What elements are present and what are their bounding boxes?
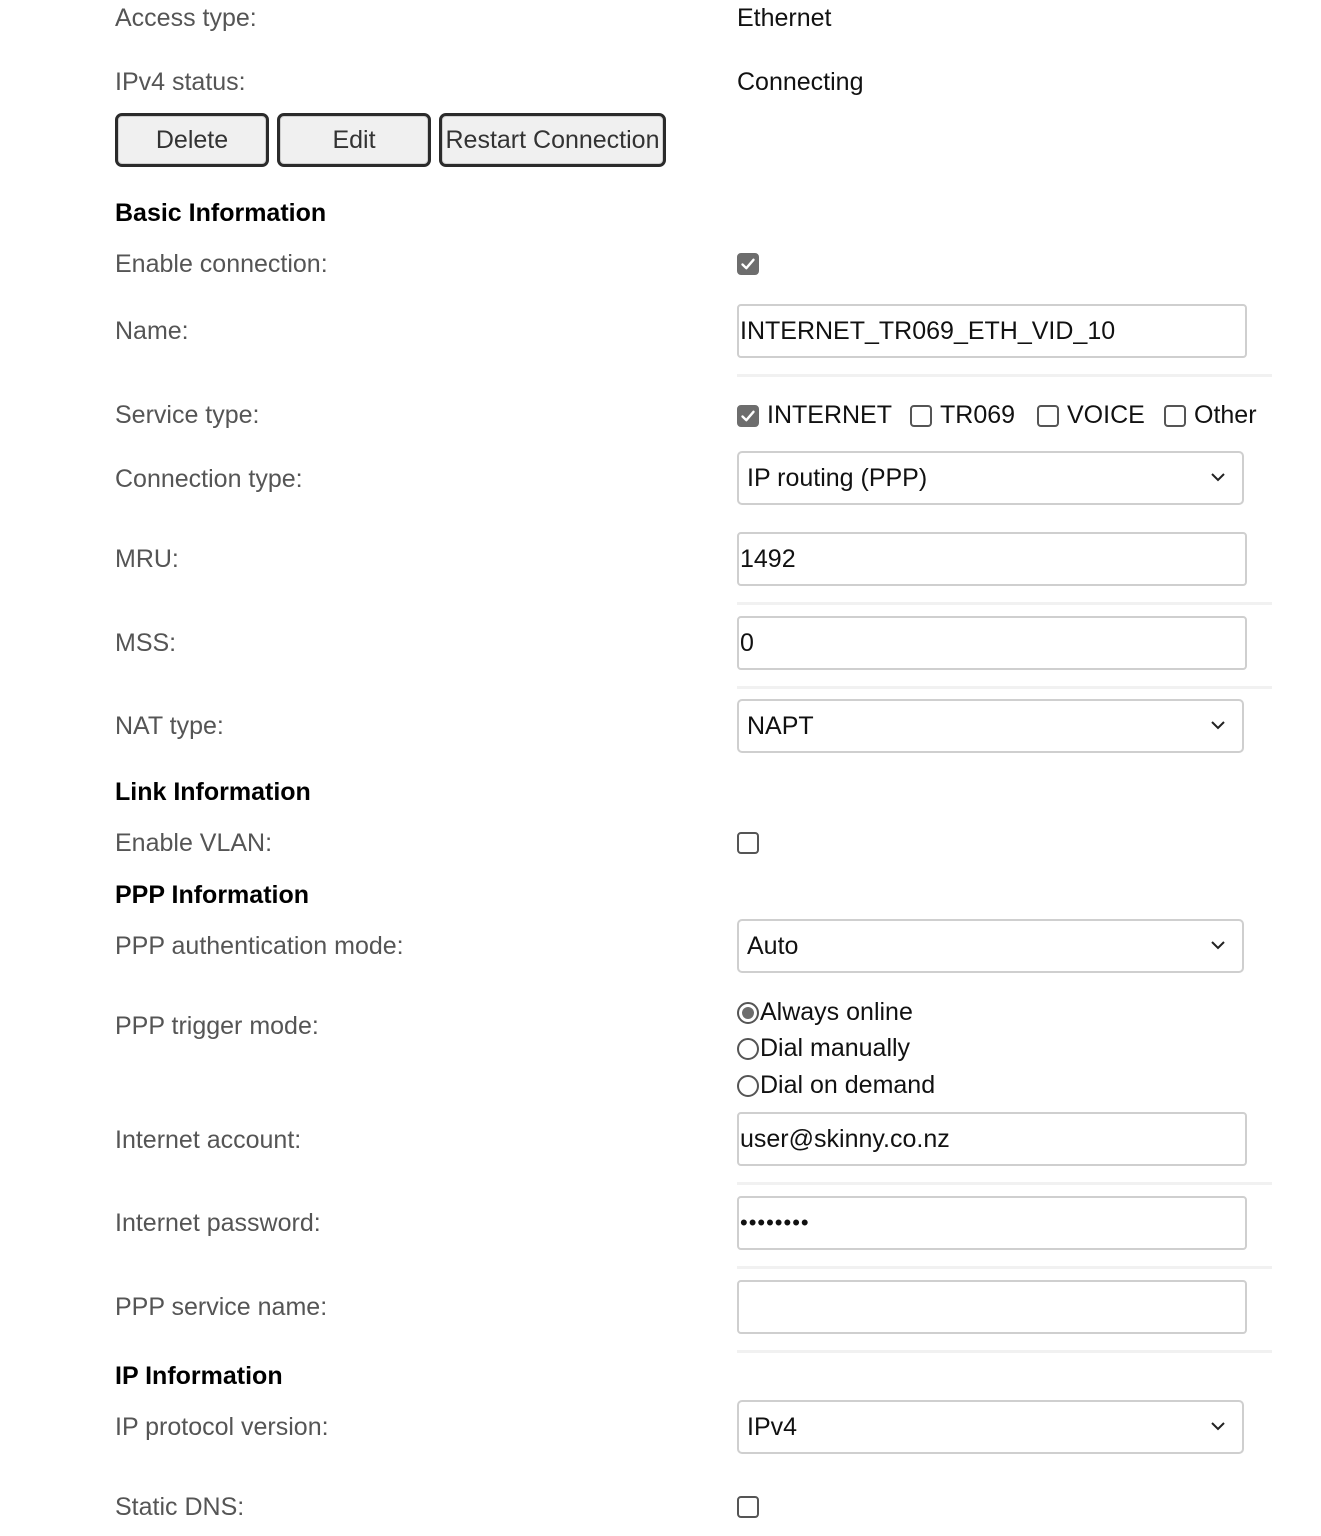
ppp-service-name-label: PPP service name: xyxy=(115,1293,328,1321)
connection-type-label: Connection type: xyxy=(115,465,303,493)
trigger-dial-manually-label: Dial manually xyxy=(760,1034,911,1062)
trigger-always-online-label: Always online xyxy=(760,998,913,1026)
service-type-internet-checkbox[interactable] xyxy=(737,405,759,427)
internet-password-input[interactable] xyxy=(737,1196,1247,1250)
link-information-heading: Link Information xyxy=(115,778,311,806)
internet-account-label: Internet account: xyxy=(115,1126,302,1154)
ppp-trigger-mode-label: PPP trigger mode: xyxy=(115,1012,319,1040)
internet-account-input[interactable] xyxy=(737,1112,1247,1166)
ip-protocol-version-value: IPv4 xyxy=(747,1412,798,1441)
service-type-label: Service type: xyxy=(115,401,260,429)
trigger-dial-on-demand-label: Dial on demand xyxy=(760,1071,936,1099)
chevron-down-icon xyxy=(1210,937,1226,953)
chevron-down-icon xyxy=(1210,1418,1226,1434)
static-dns-checkbox[interactable] xyxy=(737,1496,759,1518)
ppp-service-name-input[interactable] xyxy=(737,1280,1247,1334)
restart-connection-button[interactable]: Restart Connection xyxy=(439,113,666,167)
service-type-voice-checkbox[interactable] xyxy=(1037,405,1059,427)
service-type-tr069-label: TR069 xyxy=(940,401,1016,429)
divider xyxy=(737,1266,1272,1269)
service-type-other-label: Other xyxy=(1194,401,1257,429)
ppp-information-heading: PPP Information xyxy=(115,881,310,909)
ip-information-heading: IP Information xyxy=(115,1362,283,1390)
enable-connection-checkbox[interactable] xyxy=(737,253,759,275)
ppp-auth-mode-label: PPP authentication mode: xyxy=(115,932,404,960)
check-icon xyxy=(740,408,756,424)
service-type-voice-label: VOICE xyxy=(1067,401,1145,429)
connection-type-select[interactable] xyxy=(737,451,1244,505)
trigger-dial-manually-radio[interactable] xyxy=(737,1038,759,1060)
access-type-label: Access type: xyxy=(115,4,257,32)
ipv4-status-value: Connecting xyxy=(737,68,864,96)
trigger-dial-on-demand-radio[interactable] xyxy=(737,1075,759,1097)
ipv4-status-label: IPv4 status: xyxy=(115,68,246,96)
service-type-tr069-checkbox[interactable] xyxy=(910,405,932,427)
mss-label: MSS: xyxy=(115,629,177,657)
check-icon xyxy=(740,256,756,272)
enable-connection-label: Enable connection: xyxy=(115,250,328,278)
divider xyxy=(737,1182,1272,1185)
access-type-value: Ethernet xyxy=(737,4,832,32)
nat-type-label: NAT type: xyxy=(115,712,224,740)
divider xyxy=(737,686,1272,689)
delete-button[interactable]: Delete xyxy=(115,113,269,167)
service-type-other-checkbox[interactable] xyxy=(1164,405,1186,427)
chevron-down-icon xyxy=(1210,469,1226,485)
static-dns-label: Static DNS: xyxy=(115,1493,245,1521)
divider xyxy=(737,602,1272,605)
divider xyxy=(737,374,1272,377)
name-label: Name: xyxy=(115,317,189,345)
enable-vlan-label: Enable VLAN: xyxy=(115,829,273,857)
ip-protocol-version-label: IP protocol version: xyxy=(115,1413,329,1441)
internet-password-label: Internet password: xyxy=(115,1209,321,1237)
divider xyxy=(737,1350,1272,1353)
mru-input[interactable] xyxy=(737,532,1247,586)
ppp-auth-mode-value: Auto xyxy=(747,931,799,960)
enable-vlan-checkbox[interactable] xyxy=(737,832,759,854)
edit-button[interactable]: Edit xyxy=(277,113,431,167)
connection-type-value: IP routing (PPP) xyxy=(747,463,928,492)
ip-protocol-version-select[interactable] xyxy=(737,1400,1244,1454)
chevron-down-icon xyxy=(1210,717,1226,733)
nat-type-select[interactable] xyxy=(737,699,1244,753)
nat-type-value: NAPT xyxy=(747,711,814,740)
mss-input[interactable] xyxy=(737,616,1247,670)
trigger-always-online-radio[interactable] xyxy=(737,1002,759,1024)
ppp-auth-mode-select[interactable] xyxy=(737,919,1244,973)
mru-label: MRU: xyxy=(115,545,179,573)
basic-information-heading: Basic Information xyxy=(115,199,327,227)
name-input[interactable] xyxy=(737,304,1247,358)
service-type-internet-label: INTERNET xyxy=(767,401,892,429)
